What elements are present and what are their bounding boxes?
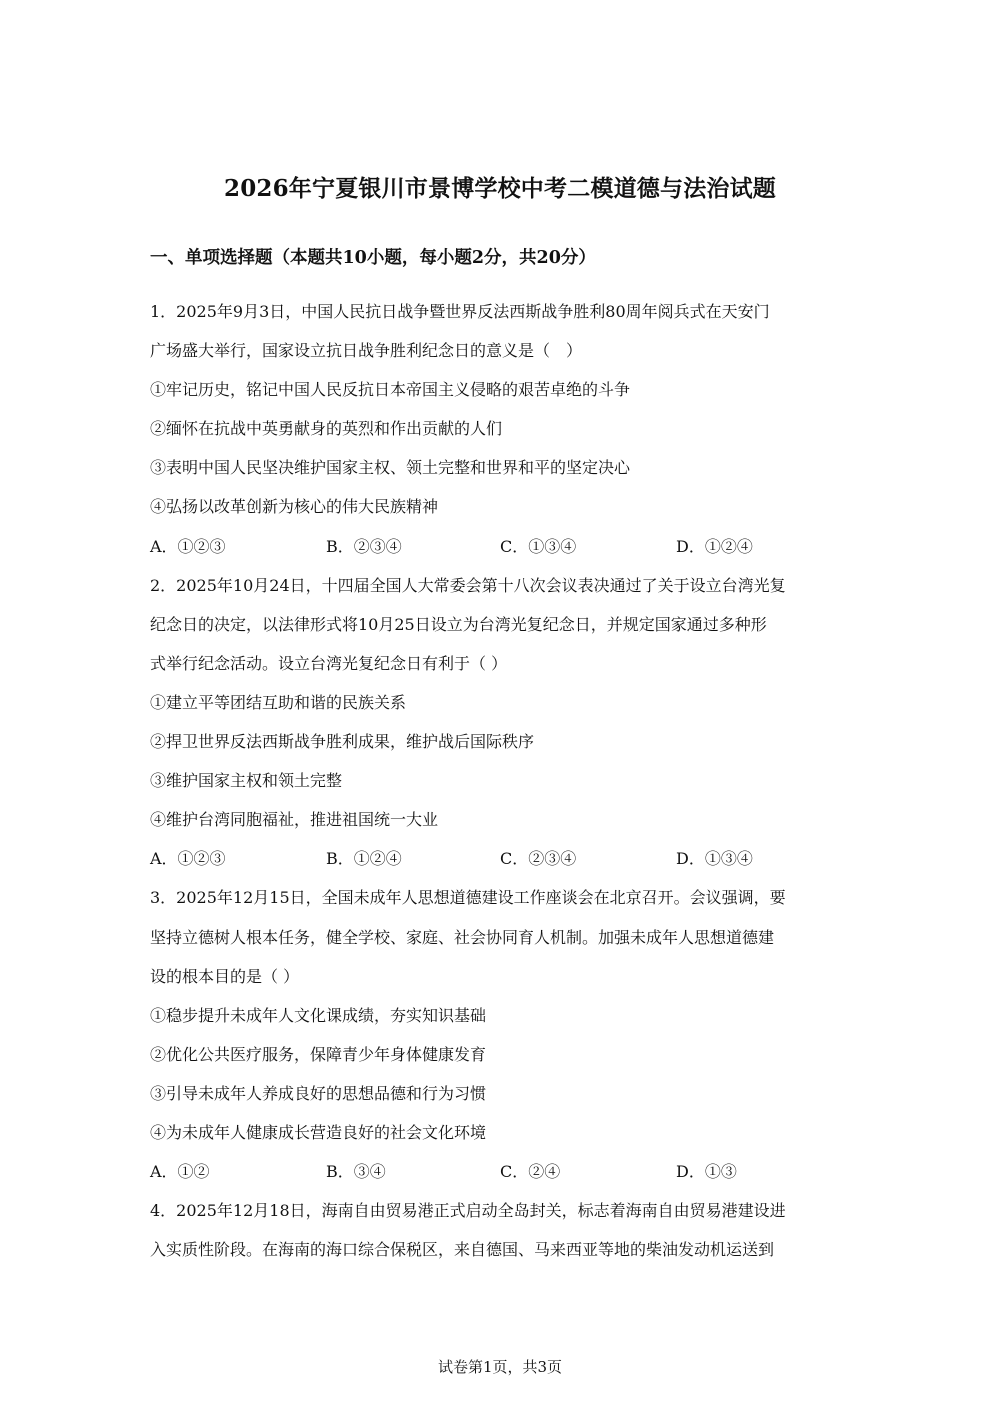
- exam-title: 2026年宁夏银川市景博学校中考二模道德与法治试题: [223, 175, 776, 202]
- statement-item: ①建立平等团结互助和谐的民族关系: [150, 692, 407, 712]
- answer-option-c[interactable]: C．②④: [500, 1162, 561, 1182]
- question-stem-line: 广场盛大举行，国家设立抗日战争胜利纪念日的意义是（ ）: [150, 341, 583, 361]
- answer-option-c[interactable]: C．①③④: [500, 536, 577, 556]
- statement-item: ④维护台湾同胞福祉，推进祖国统一大业: [150, 810, 439, 830]
- statement-item: ②捍卫世界反法西斯战争胜利成果，维护战后国际秩序: [150, 732, 535, 752]
- statement-item: ④弘扬以改革创新为核心的伟大民族精神: [150, 497, 439, 517]
- question-stem-line: 3．2025年12月15日，全国未成年人思想道德建设工作座谈会在北京召开。会议强调，要: [150, 888, 786, 908]
- answer-option-b[interactable]: B．②③④: [326, 536, 402, 556]
- question-3: [150, 878, 855, 1191]
- answer-option-b[interactable]: B．③④: [326, 1162, 386, 1182]
- question-stem-line: 纪念日的决定，以法律形式将10月25日设立为台湾光复纪念日，并规定国家通过多种形: [150, 614, 767, 634]
- answer-option-a[interactable]: A．①②: [150, 1162, 210, 1182]
- answer-option-d[interactable]: D．①③: [676, 1162, 737, 1182]
- answer-options: [150, 527, 855, 566]
- statement-item: ③表明中国人民坚决维护国家主权、领土完整和世界和平的坚定决心: [150, 458, 631, 478]
- answer-options: [150, 839, 855, 878]
- question-stem-line: 设的根本目的是（ ）: [150, 966, 300, 986]
- question-stem-line: 1．2025年9月3日，中国人民抗日战争暨世界反法西斯战争胜利80周年阅兵式在天安门: [150, 302, 770, 321]
- question-stem-line: 坚持立德树人根本任务，健全学校、家庭、社会协同育人机制。加强未成年人思想道德建: [150, 927, 775, 947]
- answer-option-b[interactable]: B．①②④: [326, 849, 402, 869]
- statement-item: ④为未成年人健康成长营造良好的社会文化环境: [150, 1122, 487, 1142]
- question-stem-line: 4．2025年12月18日，海南自由贸易港正式启动全岛封关，标志着海南自由贸易港建设进: [150, 1201, 786, 1221]
- question-stem-line: 入实质性阶段。在海南的海口综合保税区，来自德国、马来西亚等地的柴油发动机运送到: [150, 1240, 775, 1260]
- statement-item: ③维护国家主权和领土完整: [150, 771, 343, 791]
- answer-option-d[interactable]: D．①②④: [676, 536, 753, 556]
- question-stem-line: 式举行纪念活动。设立台湾光复纪念日有利于（ ）: [150, 653, 508, 673]
- answer-option-c[interactable]: C．②③④: [500, 849, 577, 869]
- answer-option-d[interactable]: D．①③④: [676, 849, 753, 869]
- page-footer: 试卷第1页，共3页: [437, 1358, 563, 1376]
- answer-option-a[interactable]: A．①②③: [150, 536, 226, 556]
- question-4: [150, 1191, 855, 1269]
- statement-item: ①牢记历史，铭记中国人民反抗日本帝国主义侵略的艰苦卓绝的斗争: [150, 380, 631, 400]
- section-heading: 一、单项选择题（本题共10小题，每小题2分，共20分）: [150, 248, 596, 268]
- question-2: [150, 566, 855, 879]
- statement-item: ③引导未成年人养成良好的思想品德和行为习惯: [150, 1083, 487, 1103]
- statement-item: ②优化公共医疗服务，保障青少年身体健康发育: [150, 1044, 487, 1064]
- question-stem-line: 2．2025年10月24日，十四届全国人大常委会第十八次会议表决通过了关于设立台湾光复: [150, 575, 786, 595]
- statement-item: ①稳步提升未成年人文化课成绩，夯实知识基础: [150, 1005, 487, 1025]
- question-1: [150, 292, 855, 566]
- statement-item: ②缅怀在抗战中英勇献身的英烈和作出贡献的人们: [150, 419, 503, 439]
- answer-options: [150, 1152, 855, 1191]
- question-list: [150, 292, 855, 1269]
- answer-option-a[interactable]: A．①②③: [150, 849, 226, 869]
